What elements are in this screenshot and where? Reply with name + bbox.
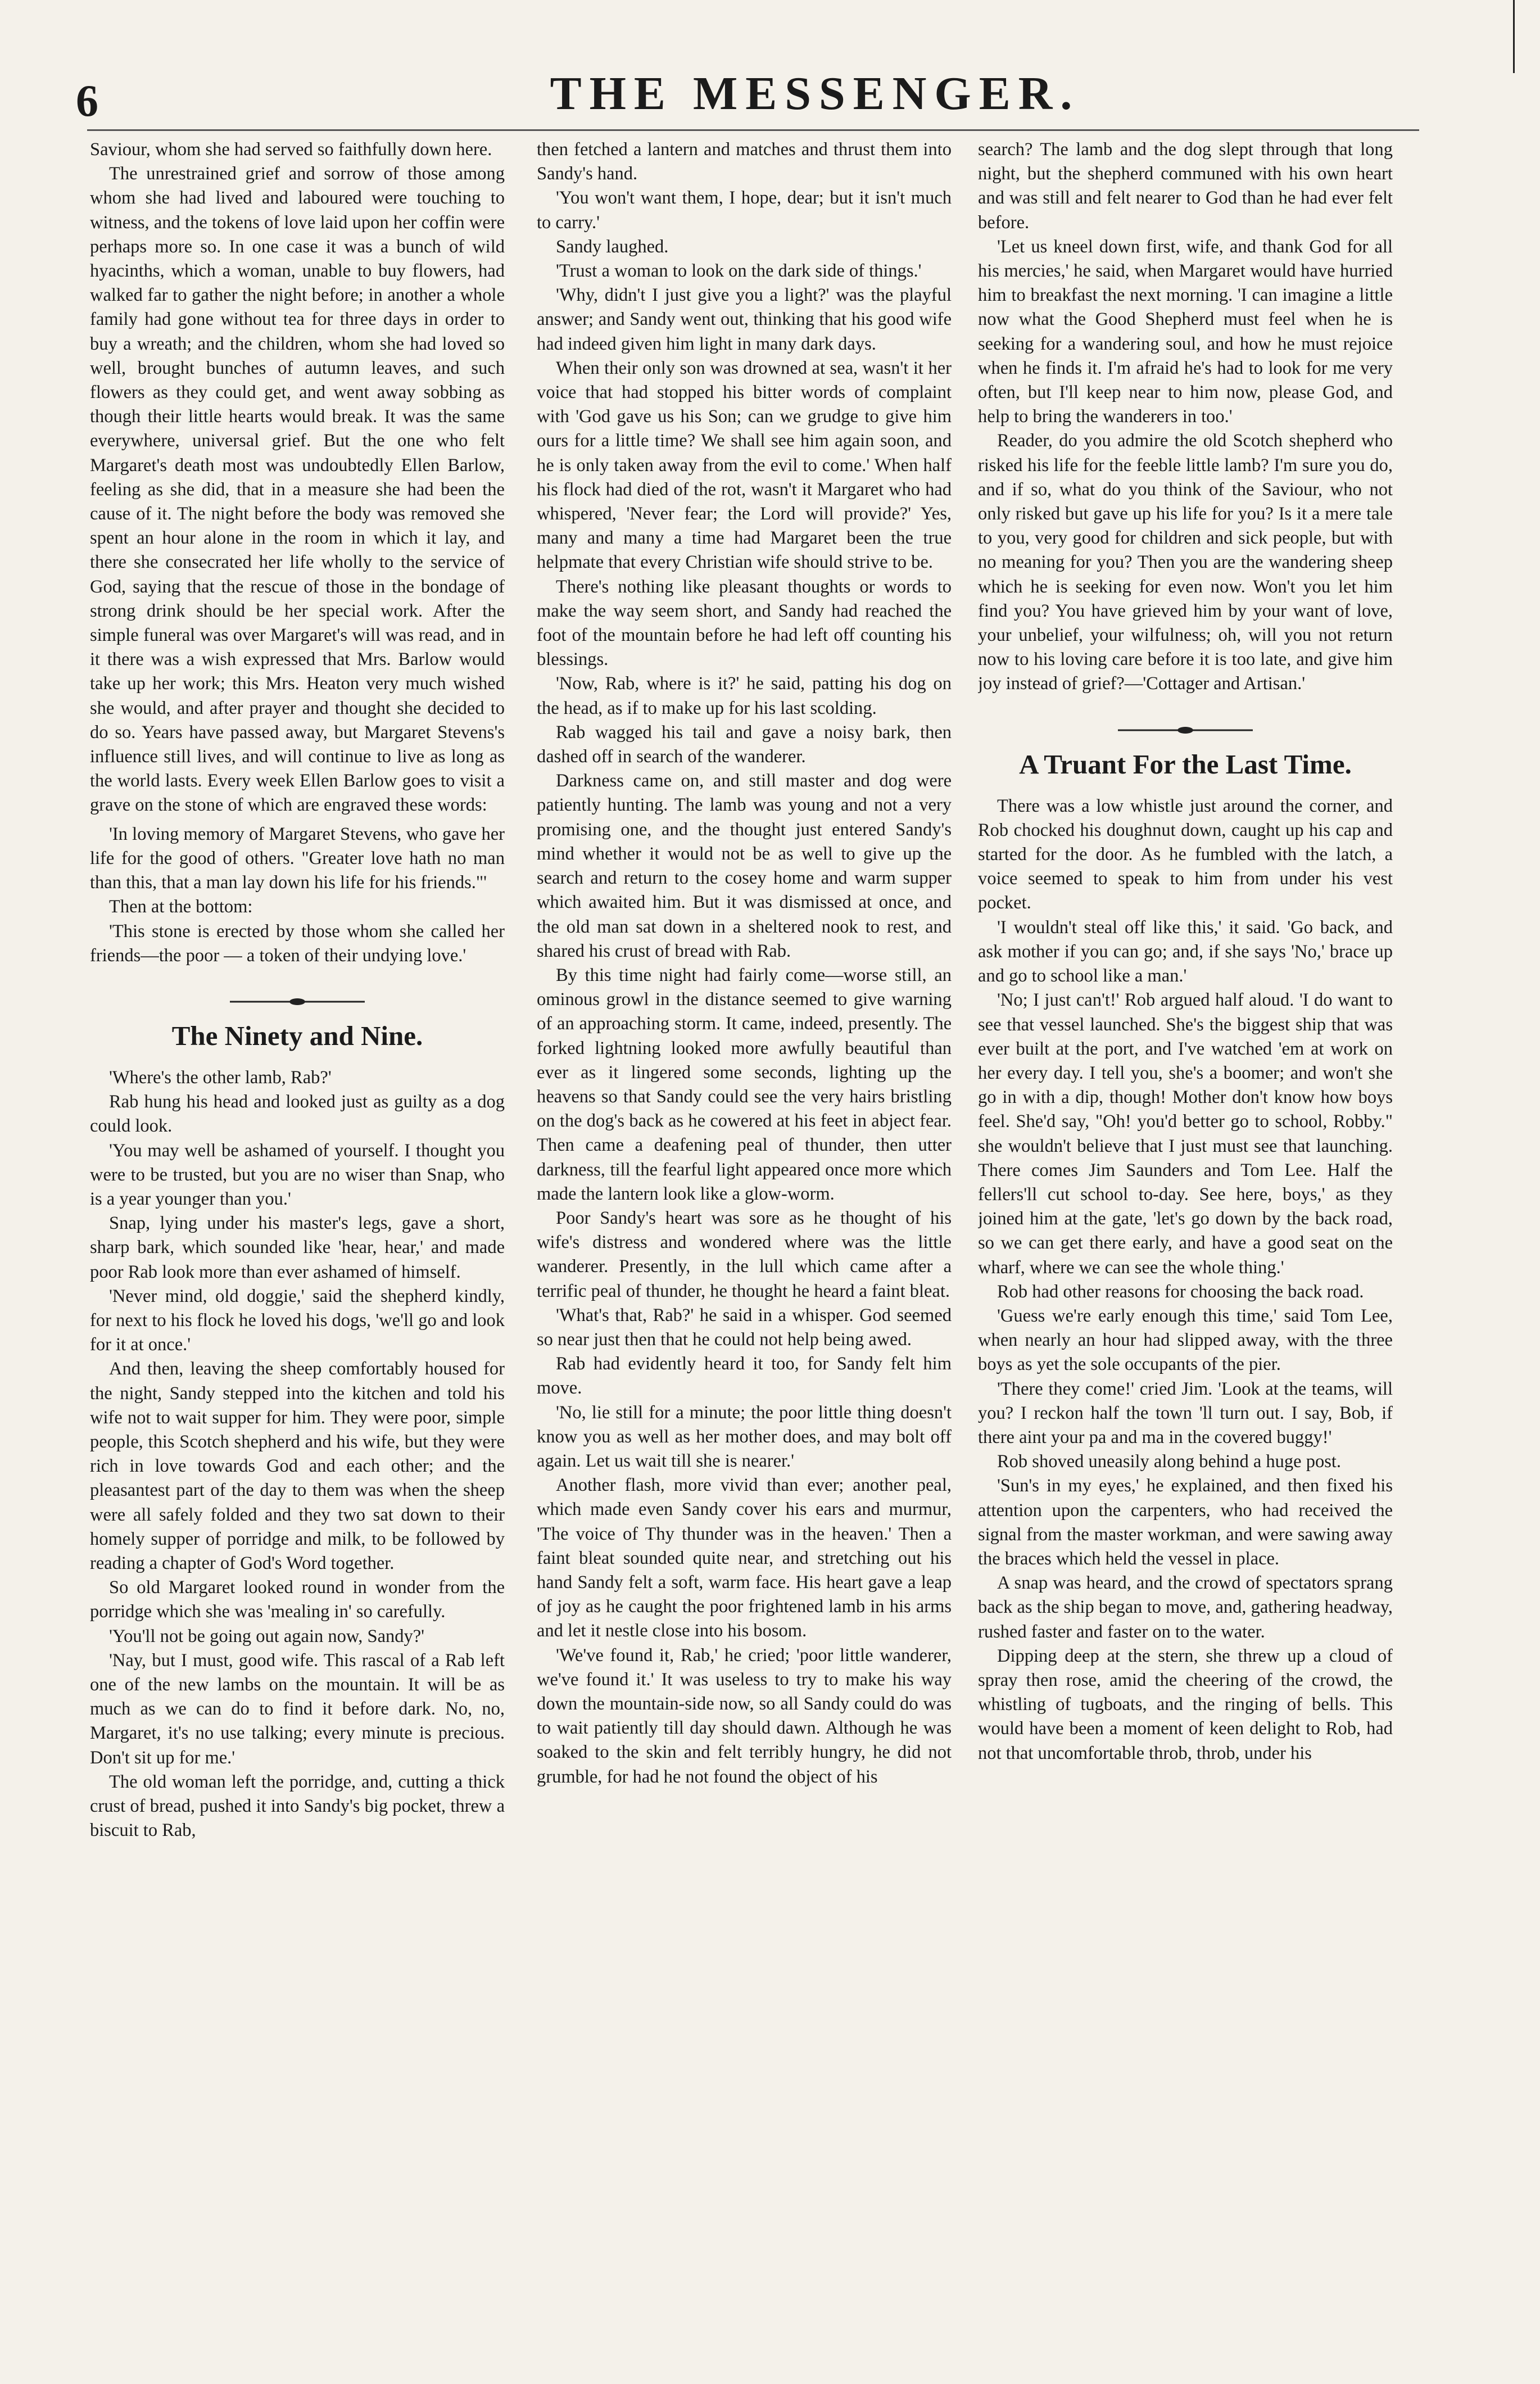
paragraph: then fetched a lantern and matches and thrust them into Sandy's hand. [537, 139, 952, 184]
column-3-upper-text [978, 138, 1393, 696]
column-1 [90, 138, 505, 2361]
paragraph: 'Sun's in my eyes,' he explained, and then fixed his attention upon the carpenters, who had received the signal from the master workman, and were sawing away the braces which held the vessel in place. [978, 1476, 1393, 1569]
page-edge-mark [1513, 0, 1515, 73]
paragraph: 'Nay, but I must, good wife. This rascal of a Rab left one of the new lambs on the mountain. It will be as much as we can do to find it before dark. No, no, Margaret, it's no use talking; every minute is precious. Don't sit up for me.' [90, 1650, 505, 1768]
paragraph: The unrestrained grief and sorrow of those among whom she had lived and laboured were touching to witness, and the tokens of love laid upon her coffin were perhaps more so. In one case it was a bunch of wild hyacinths, which a woman, unable to buy flowers, had walked far to gather the night before; in another a whole family had gone without tea for three days in order to buy a wreath; and the children, whom she had loved so well, brought bunches of autumn leaves, and such flowers as they could get, and went away sobbing as though their little hearts would break. It was the same everywhere, universal grief. But the one who felt Margaret's death most was undoubtedly Ellen Barlow, feeling as she did, that in a measure she had been the cause of it. The night before the body was removed she spent an hour alone in the room in which it lay, and there she consecrated her life wholly to the service of God, saying that the rescue of those in the bondage of strong drink should be her special work. After the simple funeral was over Margaret's will was read, and in it there was a wish expressed that Mrs. Barlow would take up her work; this Mrs. Heaton very much wished she would, and after prayer and thought she decided to do so. Years have passed away, but Margaret Stevens's influence still lives, and will continue to live as long as the world lasts. Every week Ellen Barlow goes to visit a grave on the stone of which are engraved these words: [90, 164, 505, 816]
paragraph: 'This stone is erected by those whom she called her friends—the poor — a token of their undying love.' [90, 921, 505, 966]
paragraph: When their only son was drowned at sea, wasn't it her voice that had stopped his bitter words of complaint with 'God gave us his Son; can we grudge to give him ours for a little time? We shall see him again soon, and he is only taken away from the evil to come.' When half his flock had died of the rot, wasn't it Margaret who had whispered, 'Never fear; the Lord will provide?' Yes, many and many a time had Margaret been the true helpmate that every Christian wife should strive to be. [537, 358, 952, 573]
story-heading-truant: A Truant For the Last Time. [1019, 748, 1352, 780]
paragraph: By this time night had fairly come—worse still, an ominous growl in the distance seemed to give warning of an approaching storm. It came, indeed, presently. The forked lightning looked more awfully beautiful than ever as it lingered some seconds, lighting up the heavens so that Sandy could see the very hairs bristling on the dog's back as he cowered at his feet in abject fear. Then came a deafening peal of thunder, then utter darkness, till the fearful light appeared once more which made the lantern look like a glow-worm. [537, 965, 952, 1204]
page-number: 6 [76, 76, 98, 126]
paragraph: 'Trust a woman to look on the dark side of things.' [556, 261, 922, 282]
paragraph: Rab hung his head and looked just as guilty as a dog could look. [90, 1092, 505, 1137]
section-divider [230, 997, 365, 1006]
paragraph: There's nothing like pleasant thoughts or words to make the way seem short, and Sandy had reached the foot of the mountain before he had left off counting his blessings. [537, 576, 952, 670]
paragraph: 'Guess we're early enough this time,' said Tom Lee, when nearly an hour had slipped away, with the three boys as yet the sole occupants of the pier. [978, 1305, 1393, 1375]
paragraph: 'There they come!' cried Jim. 'Look at the teams, will you? I reckon half the town 'll turn out. I say, Bob, if there aint your pa and ma in the covered buggy!' [978, 1378, 1393, 1447]
paragraph: Saviour, whom she had served so faithfully down here. [90, 139, 492, 160]
paragraph: Rab wagged his tail and gave a noisy bark, then dashed off in search of the wanderer. [537, 722, 952, 767]
paragraph: 'Let us kneel down first, wife, and thank God for all his mercies,' he said, when Margaret would have hurried him to breakfast the next morning. 'I can imagine a little now what the Good Shepherd must feel when he is seeking for a wandering soul, and how he must rejoice when he finds it. I'm afraid he's had to look for me very often, but I'll keep near to him now, please God, and help to bring the wanderers in too.' [978, 236, 1393, 427]
masthead [0, 0, 1540, 129]
paragraph: There was a low whistle just around the corner, and Rob chocked his doughnut down, caught up his cap and started for the door. As he fumbled with the latch, a voice seemed to speak to him from under his vest pocket. [978, 795, 1393, 913]
paragraph: 'No; I just can't!' Rob argued half aloud. 'I do want to see that vessel launched. She's the biggest ship that was ever built at the port, and I've watched 'em at work on her every day. I tell you, she's a boomer; and won't she go in with a dip, though! Mother don't know how boys feel. She'd say, "Oh! you'd better go to school, Robby." she wouldn't believe that I just must see that launching. There comes Jim Saunders and Tom Lee. Half the fellers'll cut school to-day. See here, boys,' as they joined him at the gate, 'let's go down by the back road, so we can get there early, and have a good seat on the wharf, where we can see the whole thing.' [978, 990, 1393, 1278]
paragraph: Then at the bottom: [109, 897, 253, 917]
paragraph: 'Now, Rab, where is it?' he said, patting his dog on the head, as if to make up for his last scolding. [537, 673, 952, 718]
paragraph: 'Never mind, old doggie,' said the shepherd kindly, for next to his flock he loved his dogs, 'we'll go and look for it at once.' [90, 1286, 505, 1355]
paragraph: So old Margaret looked round in wonder from the porridge which she was 'mealing in' so carefully. [90, 1577, 505, 1622]
paragraph: 'We've found it, Rab,' he cried; 'poor little wanderer, we've found it.' It was useless to try to make his way down the mountain-side now, so all Sandy could do was to wait patiently till day should dawn. Although he was soaked to the skin and felt terribly hungry, he did not grumble, for had he not found the object of his [537, 1645, 952, 1787]
column-3-lower-text [978, 794, 1393, 1766]
paragraph: Poor Sandy's heart was sore as he thought of his wife's distress and wondered where was the little wanderer. Presently, in the lull which came after a terrific peal of thunder, he thought he heard a faint bleat. [537, 1207, 952, 1301]
paragraph: 'In loving memory of Margaret Stevens, who gave her life for the good of others. "Greater love hath no man than this, that a man lay down his life for his friends."' [90, 824, 505, 893]
paragraph: 'No, lie still for a minute; the poor little thing doesn't know you as well as her mother does, and may bolt off again. Let us wait till she is nearer.' [537, 1402, 952, 1471]
paragraph: Rab had evidently heard it too, for Sandy felt him move. [537, 1354, 952, 1399]
paragraph: 'Why, didn't I just give you a light?' was the playful answer; and Sandy went out, thinking that his good wife had indeed given him light in many dark days. [537, 285, 952, 354]
paragraph: search? The lamb and the dog slept through that long night, but the shepherd communed with his own heart and was still and felt nearer to God than he had ever felt before. [978, 139, 1393, 233]
paragraph: A snap was heard, and the crowd of spectators sprang back as the ship began to move, and, gathering headway, rushed faster and faster on to the water. [978, 1573, 1393, 1642]
paragraph: 'You may well be ashamed of yourself. I thought you were to be trusted, but you are no wiser than Snap, who is a year younger than you.' [90, 1140, 505, 1209]
paragraph: 'I wouldn't steal off like this,' it said. 'Go back, and ask mother if you can go; and, if she says 'No,' brace up and go to school like a man.' [978, 917, 1393, 987]
paragraph: Rob shoved uneasily along behind a huge post. [997, 1451, 1341, 1472]
column-2-text [537, 138, 952, 1789]
paragraph: Another flash, more vivid than ever; another peal, which made even Sandy cover his ears and murmur, 'The voice of Thy thunder was in the heaven.' Then a faint bleat sounded quite near, and stretching out his hand Sandy felt a soft, warm face. His heart gave a leap of joy as he caught the poor frightened lamb in his arms and let it nestle close into his bosom. [537, 1475, 952, 1641]
paragraph: Snap, lying under his master's legs, gave a short, sharp bark, which sounded like 'hear, hear,' and made poor Rab look more than ever ashamed of himself. [90, 1213, 505, 1282]
story-heading-ninety-and-nine: The Ninety and Nine. [171, 1020, 423, 1051]
paragraph: 'Where's the other lamb, Rab?' [109, 1067, 332, 1088]
column-2 [537, 138, 952, 2361]
paragraph: Rob had other reasons for choosing the back road. [997, 1281, 1364, 1302]
column-3 [978, 138, 1393, 2361]
header-rule [87, 129, 1419, 131]
section-divider [1118, 726, 1253, 735]
paragraph: Sandy laughed. [556, 236, 669, 257]
paragraph: 'What's that, Rab?' he said in a whisper. God seemed so near just then that he could not help being awed. [537, 1305, 952, 1350]
paragraph: And then, leaving the sheep comfortably housed for the night, Sandy stepped into the kitchen and told his wife not to wait supper for him. They were poor, simple people, this Scotch shepherd and his wife, but they were rich in love towards God and each other; and the pleasantest part of the day to them was when the sheep were all safely folded and they two sat down to their homely supper of porridge and milk, to be followed by reading a chapter of God's Word together. [90, 1359, 505, 1573]
paragraph: The old woman left the porridge, and, cutting a thick crust of bread, pushed it into Sandy's big pocket, threw a biscuit to Rab, [90, 1771, 505, 1841]
paragraph: 'You won't want them, I hope, dear; but it isn't much to carry.' [537, 188, 952, 233]
column-1-lower-text [90, 1066, 505, 1843]
paragraph: Reader, do you admire the old Scotch shepherd who risked his life for the feeble little lamb? I'm sure you do, and if so, what do you think of the Saviour, who not only risked but gave up his life for you? Is it a mere tale to you, very good for children and sick people, but with no meaning for you? Then you are the wandering sheep which he is seeking for even now. Won't you let him find you? You have grieved him by your want of love, your unbelief, your wilfulness; oh, will you not return now to his loving care before it is too late, and give him joy instead of grief?—'Cottager and Artisan.' [978, 431, 1393, 694]
paragraph: Dipping deep at the stern, she threw up a cloud of spray then rose, amid the cheering of the crowd, the whistling of tugboats, and the ringing of bells. This would have been a moment of keen delight to Rob, had not that uncomfortable throb, throb, under his [978, 1645, 1393, 1763]
paragraph: 'You'll not be going out again now, Sandy?' [109, 1626, 425, 1646]
newspaper-title: THE MESSENGER. [550, 67, 1080, 120]
column-1-upper-text [90, 138, 505, 968]
paragraph: Darkness came on, and still master and dog were patiently hunting. The lamb was young and not a very promising one, and the thought just entered Sandy's mind whether it would not be as well to give up the search and return to the cosey home and warm supper which awaited him. But it was dismissed at once, and the old man sat down in a sheltered nook to rest, and shared his crust of bread with Rab. [537, 771, 952, 961]
